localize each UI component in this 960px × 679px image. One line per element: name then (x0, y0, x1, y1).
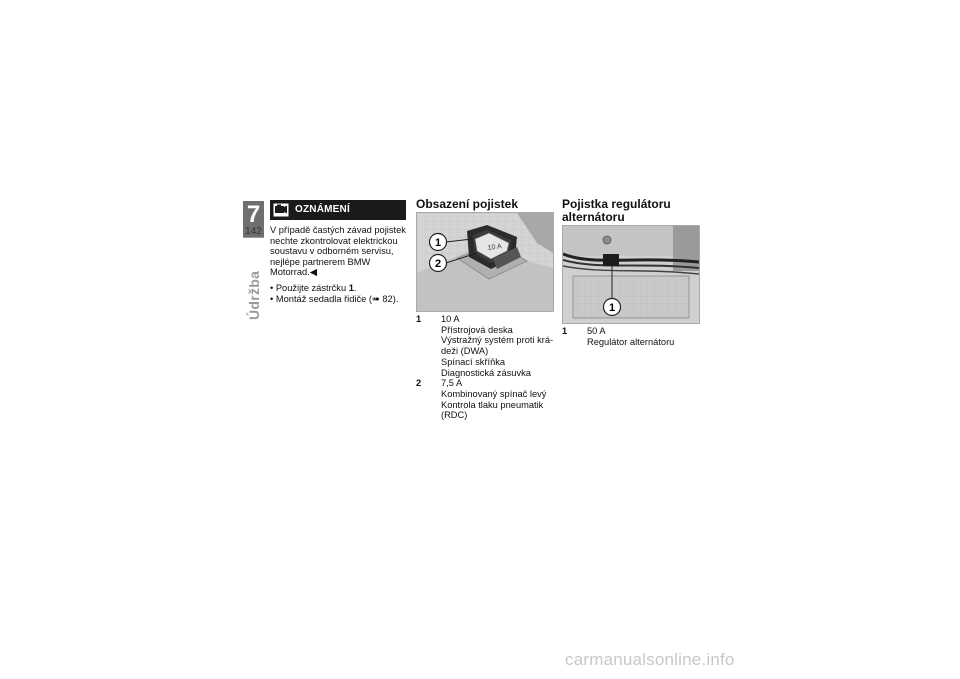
chapter-number: 7 (243, 201, 264, 237)
fuse-box-photo (417, 213, 553, 311)
watermark: carmanualsonline.info (565, 650, 735, 669)
instruction-item: • Použijte zástrčku 1. (270, 283, 357, 293)
fuse-box-figure (416, 212, 554, 312)
regulator-fuse-heading: Pojistka regulátoru alternátoru (562, 197, 671, 224)
instruction-item: • Montáž sedadla řidiče (➠ 82). (270, 294, 399, 304)
instruction-list (270, 283, 408, 305)
legend-number: 1 (562, 326, 568, 336)
notice-icon (273, 203, 289, 217)
reference-arrow-icon: ➠ (371, 294, 380, 304)
callout-number: 1 (434, 237, 442, 249)
chapter-divider (243, 237, 264, 238)
callout-number: 1 (608, 302, 616, 314)
section-title-vertical: Údržba (246, 270, 262, 320)
legend-item: 1 50 A Regulátor alternátoru (562, 326, 675, 347)
callout-number: 2 (434, 258, 442, 270)
fuse-legend (416, 314, 556, 421)
notice-label: OZNÁMENÍ (295, 204, 350, 215)
notice-text: V případě častých závad pojistek nechte zkontrolovat elektrickou soustavu v odborném servisu, nejlépe partnerem BMW Motorrad.◀ (270, 225, 406, 278)
regulator-figure (562, 225, 700, 324)
legend-item: 2 7,5 A Kombinovaný spínač levý Kontrola tlaku pneumatik (RDC) (416, 378, 547, 421)
legend-number: 1 (416, 314, 422, 324)
regulator-legend (562, 326, 702, 347)
fuse-allocation-heading: Obsazení pojistek (416, 197, 519, 211)
fuse-label: 10 A (487, 243, 503, 252)
legend-item: 1 10 A Přístrojová deska Výstražný systém proti krá- deži (DWA) Spínací skříňka Diagnostická zásuvka (416, 314, 554, 378)
legend-number: 2 (416, 378, 422, 389)
end-mark: ◀ (309, 267, 317, 278)
page-number: 142 (245, 226, 262, 237)
regulator-photo (563, 226, 699, 323)
notice-header (270, 200, 406, 220)
